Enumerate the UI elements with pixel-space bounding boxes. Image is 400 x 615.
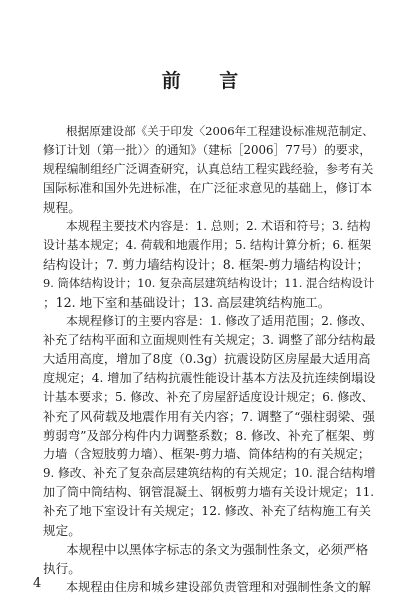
text-line: 剪弱弯”及部分构件内力调整系数；8. 修改、补充了框架、剪 <box>43 428 375 443</box>
text-line: 本规程中以黑体字标志的条文为强制性条文，必须严格 <box>66 542 369 557</box>
page-title: 前 言 <box>161 70 255 92</box>
text-line: 修订计划（第一批）〉的通知》（建标［2006］77号）的要求， <box>43 143 372 157</box>
text-line: 计基本要求；5. 修改、补充了房屋舒适度设计规定；6. 修改、 <box>43 390 374 404</box>
text-line: 结构设计；7. 剪力墙结构设计；8. 框架-剪力墙结构设计； <box>43 257 369 272</box>
preface-body <box>43 122 375 597</box>
text-line: 本规程修订的主要内容是：1. 修改了适用范围；2. 修改、 <box>66 314 373 328</box>
text-line: 设计基本规定；4. 荷载和地震作用；5. 结构计算分析；6. 框架 <box>43 238 372 252</box>
text-line: 力墙（含短肢剪力墙）、框架-剪力墙、筒体结构的有关规定； <box>43 447 371 461</box>
text-line: 大适用高度，增加了8度（0.3g）抗震设防区房屋最大适用高 <box>43 352 371 366</box>
text-line: 规程编制组经广泛调查研究，认真总结工程实践经验，参考有关 <box>43 162 374 176</box>
text-line: 规程。 <box>43 200 81 215</box>
text-line: 加了筒中筒结构、钢管混凝土、钢板剪力墙有关设计规定；11. <box>43 485 375 499</box>
text-line: 执行。 <box>43 561 81 576</box>
page-number: 4 <box>33 576 42 591</box>
text-line: 补充了风荷载及地震作用有关内容；7. 调整了“强柱弱梁、强 <box>43 409 375 424</box>
text-line: 本规程由住房和城乡建设部负责管理和对强制性条文的解 <box>66 580 371 594</box>
text-line: 规定。 <box>43 523 81 538</box>
text-line: 本规程主要技术内容是：1. 总则；2. 术语和符号；3. 结构 <box>66 219 371 233</box>
text-line: 9. 筒体结构设计；10. 复杂高层建筑结构设计；11. 混合结构设计 <box>43 276 375 290</box>
text-line: 补充了地下室设计有关规定；12. 修改、补充了结构施工有关 <box>43 504 371 518</box>
text-line: 补充了结构平面和立面规则性有关规定；3. 调整了部分结构最 <box>43 333 376 347</box>
text-line: 9. 修改、补充了复杂高层建筑结构的有关规定；10. 混合结构增 <box>43 466 376 480</box>
text-line: 国际标准和国外先进标准，在广泛征求意见的基础上，修订本 <box>43 181 373 195</box>
text-line: 度规定；4. 增加了结构抗震性能设计基本方法及抗连续倒塌设 <box>43 371 376 385</box>
text-line: ；12. 地下室和基础设计；13. 高层建筑结构施工。 <box>43 295 331 310</box>
text-line: 根据原建设部《关于印发〈2006年工程建设标准规范制定、 <box>66 124 374 138</box>
